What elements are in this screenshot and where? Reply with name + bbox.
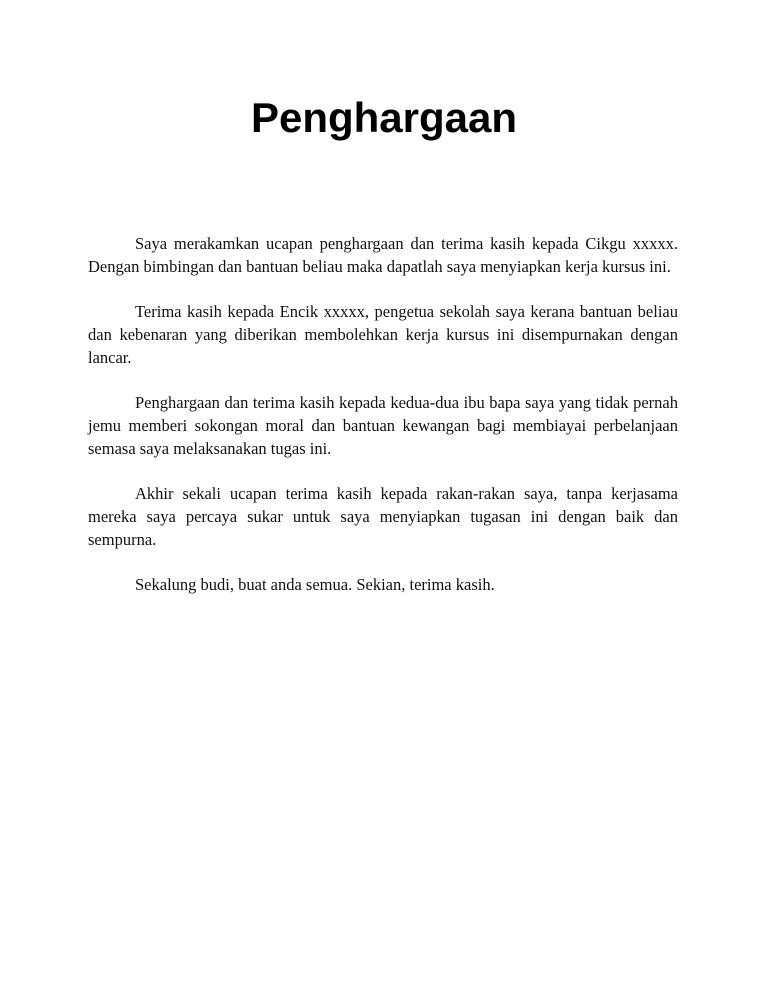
paragraph-1: Saya merakamkan ucapan penghargaan dan terima kasih kepada Cikgu xxxxx. Dengan bimbingan dan bantuan beliau maka dapatlah saya menyiapkan kerja kursus ini. [88,234,678,276]
paragraph-5: Sekalung budi, buat anda semua. Sekian, terima kasih. [135,575,495,594]
paragraph-4: Akhir sekali ucapan terima kasih kepada rakan-rakan saya, tanpa kerjasama mereka saya percaya sukar untuk saya menyiapkan tugasan ini dengan baik dan sempurna. [88,484,678,549]
document-body [88,232,678,618]
paragraph-3: Penghargaan dan terima kasih kepada kedua-dua ibu bapa saya yang tidak pernah jemu memberi sokongan moral dan bantuan kewangan bagi membiayai perbelanjaan semasa saya melaksanakan tugas ini. [88,393,678,458]
page-title: Penghargaan [250,94,518,141]
paragraph-2: Terima kasih kepada Encik xxxxx, pengetua sekolah saya kerana bantuan beliau dan kebenaran yang diberikan membolehkan kerja kursus ini disempurnakan dengan lancar. [88,302,678,367]
